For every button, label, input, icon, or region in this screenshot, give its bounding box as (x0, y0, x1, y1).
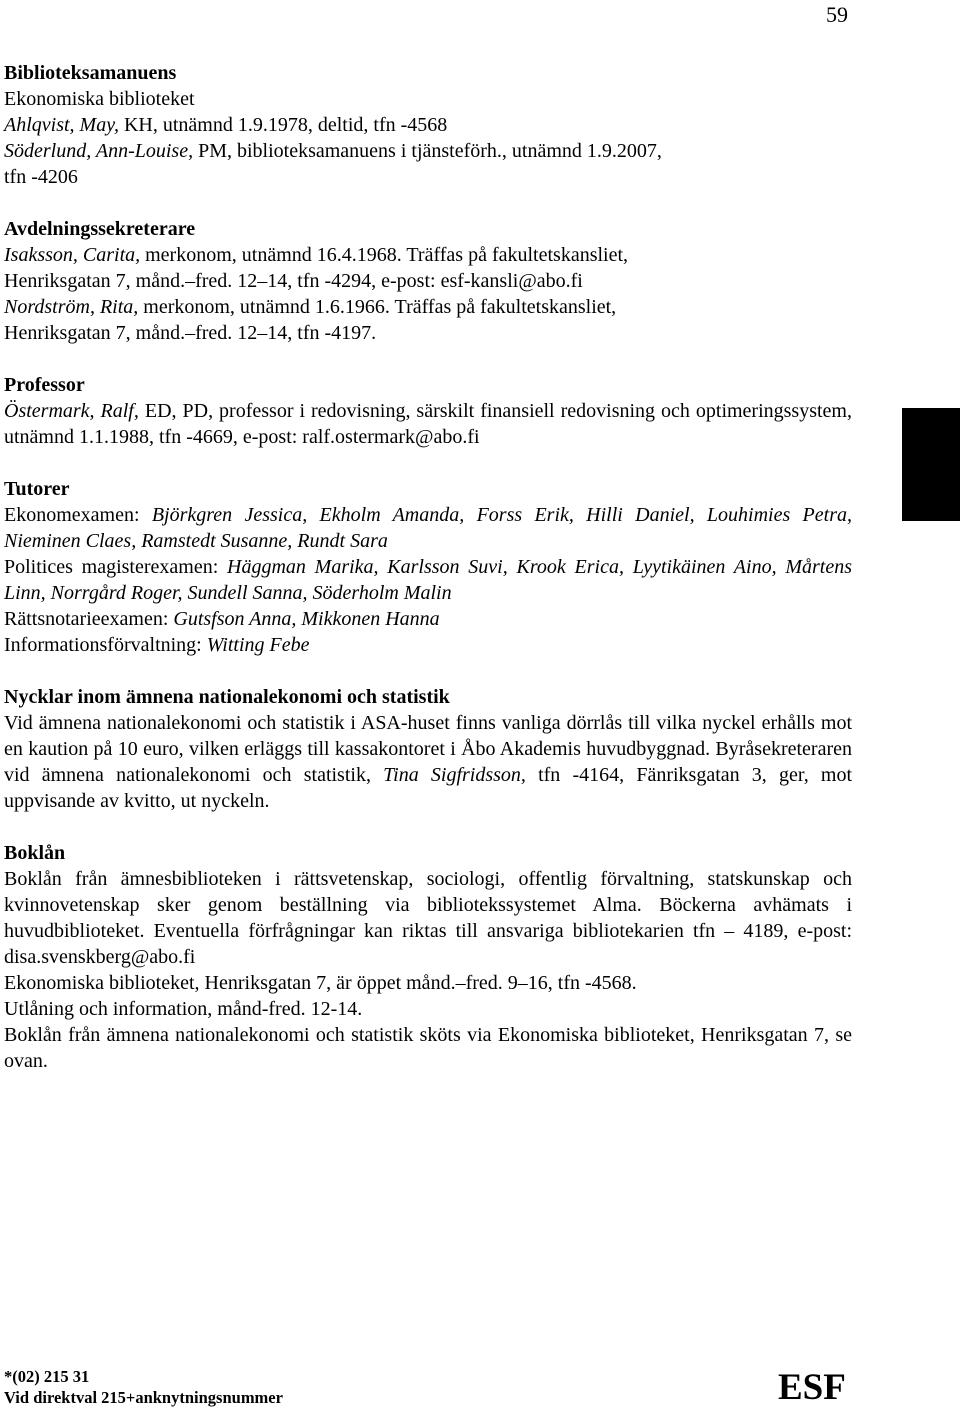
tutor-group-politices (4, 554, 852, 606)
entry-isaksson (4, 242, 852, 268)
person-name: Söderlund, Ann-Louise, (4, 140, 194, 162)
person-name: Nordström, Rita, (4, 296, 139, 318)
boklan-paragraph-1: Boklån från ämnesbiblioteken i rättsvetenskap, sociologi, offentlig förvaltning, statskunskap och kvinnovetenskap sker genom beställning via bibliotekssystemet Alma. Böckerna avhämats i huvudbiblioteket. Eventuella förfrågningar kan riktas till ansvariga bibliotekarien tfn – 4189, e-post: disa.svenskberg@abo.fi (4, 868, 852, 968)
section-tab-marker (902, 408, 960, 521)
footer-faculty-mark: ESF (778, 1367, 846, 1408)
subheading-ekonomiska-biblioteket: Ekonomiska biblioteket (4, 88, 195, 110)
entry-soderlund (4, 138, 852, 164)
nycklar-paragraph (4, 710, 852, 814)
tutor-group-label: Ekonomexamen: (4, 504, 152, 526)
document-body (4, 60, 852, 1074)
entry-nordstrom-cont: Henriksgatan 7, månd.–fred. 12–14, tfn -4197. (4, 322, 377, 344)
tutor-group-informationsforvaltning (4, 632, 852, 658)
tutor-group-label: Informationsförvaltning: (4, 634, 207, 656)
footer-phone: *(02) 215 31 (4, 1367, 90, 1386)
boklan-line-3: Utlåning och information, månd-fred. 12-14. (4, 998, 363, 1020)
tutor-group-label: Politices magisterexamen: (4, 556, 228, 578)
page-footer (4, 1366, 283, 1408)
tutor-names: Björkgren Jessica, Ekholm Amanda, Forss Erik, Hilli Daniel, Louhimies Petra, Nieminen Claes, Ramstedt Susanne, Rundt Sara (4, 504, 852, 552)
tutor-names: Witting Febe (206, 634, 310, 656)
entry-text: merkonom, utnämnd 16.4.1968. Träffas på fakultetskansliet, (140, 244, 629, 266)
boklan-paragraph-4: Boklån från ämnena nationalekonomi och statistik sköts via Ekonomiska biblioteket, Henriksgatan 7, se ovan. (4, 1024, 852, 1072)
tutor-group-rattsnotarie (4, 606, 852, 632)
entry-text: ED, PD, professor i redovisning, särskilt finansiell redovisning och optimeringssystem, utnämnd 1.1.1988, tfn -4669, e-post: ralf.ostermark@abo.fi (4, 400, 852, 448)
entry-isaksson-cont: Henriksgatan 7, månd.–fred. 12–14, tfn -4294, e-post: esf-kansli@abo.fi (4, 270, 583, 292)
boklan-line-2: Ekonomiska biblioteket, Henriksgatan 7, är öppet månd.–fred. 9–16, tfn -4568. (4, 972, 637, 994)
footer-direct-dial-note: Vid direktval 215+anknytningsnummer (4, 1388, 283, 1407)
tutor-group-label: Rättsnotarieexamen: (4, 608, 174, 630)
section-heading-boklan: Boklån (4, 842, 66, 864)
person-name: Isaksson, Carita, (4, 244, 141, 266)
entry-text: KH, utnämnd 1.9.1978, deltid, tfn -4568 (118, 114, 448, 136)
entry-ostermark (4, 398, 852, 450)
entry-nordstrom (4, 294, 852, 320)
entry-ahlqvist (4, 112, 852, 138)
person-name: Östermark, Ralf, (4, 400, 139, 422)
section-heading-avdelning: Avdelningssekreterare (4, 218, 196, 240)
tutor-names: Häggman Marika, Karlsson Suvi, Krook Erica, Lyytikäinen Aino, Mårtens Linn, Norrgård Roger, Sundell Sanna, Söderholm Malin (4, 556, 852, 604)
paragraph-text: Vid ämnena nationalekonomi och statistik i ASA-huset finns vanliga dörrlås till vilka nyckel erhålls mot en kaution på 10 euro, vilken erläggs till kassakontoret i Åbo Akademis huvudbyggnad. Byråsekreteraren vid ämnena nationalekonomi och statistik, (4, 712, 852, 786)
section-heading-nycklar: Nycklar inom ämnena nationalekonomi och statistik (4, 686, 450, 708)
page-number: 59 (826, 2, 848, 27)
entry-text: PM, biblioteksamanuens i tjänsteförh., utnämnd 1.9.2007, (193, 140, 662, 162)
tutor-group-ekonomexamen (4, 502, 852, 554)
entry-text: merkonom, utnämnd 1.6.1966. Träffas på fakultetskansliet, (138, 296, 617, 318)
person-name: Tina Sigfridsson, (383, 764, 526, 786)
tutor-names: Gutsfson Anna, Mikkonen Hanna (173, 608, 440, 630)
person-name: Ahlqvist, May, (4, 114, 119, 136)
entry-soderlund-cont: tfn -4206 (4, 166, 78, 188)
section-heading-bibliotek: Biblioteksamanuens (4, 62, 177, 84)
paragraph-text: tfn -4164, Fänriksgatan 3, ger, mot uppvisande av kvitto, ut nyckeln. (4, 764, 852, 812)
section-heading-tutorer: Tutorer (4, 478, 70, 500)
section-heading-professor: Professor (4, 374, 85, 396)
